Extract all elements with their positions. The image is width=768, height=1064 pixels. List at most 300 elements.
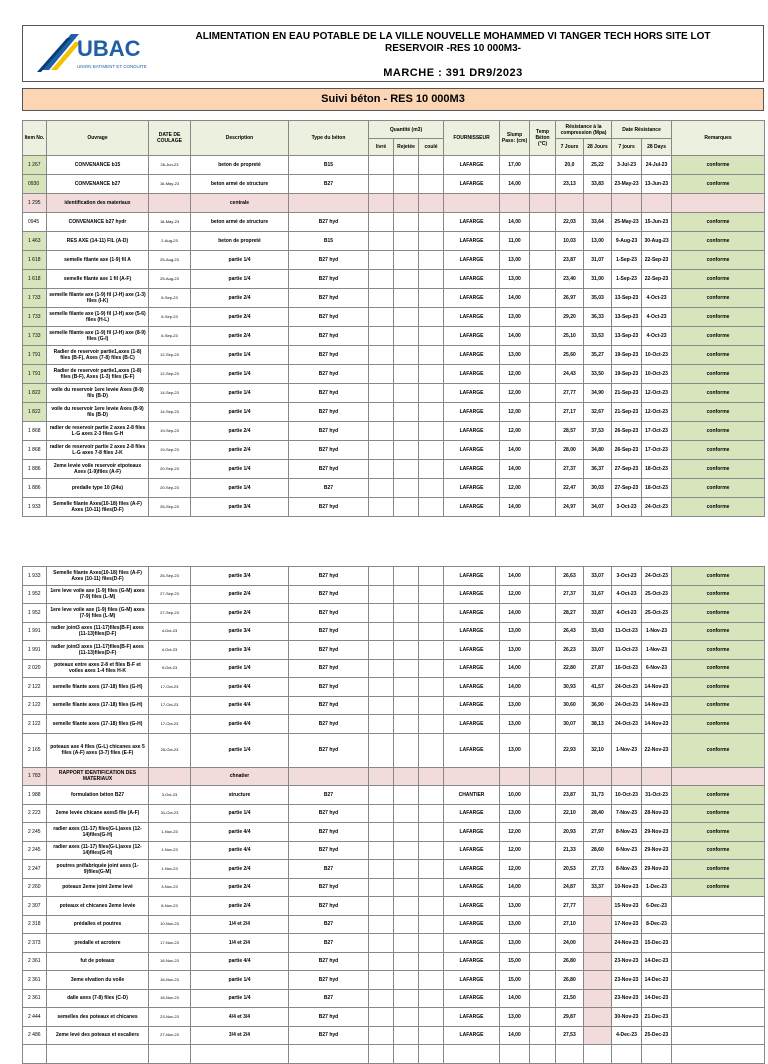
table-row	[23, 251, 765, 270]
d7-cell: 13-Sep-23	[612, 308, 642, 327]
item-cell: 1 267	[23, 156, 47, 175]
col-temp: Temp Béton (°C)	[530, 121, 556, 156]
date-cell: 16-Nov-23	[149, 971, 191, 990]
livre-cell	[369, 384, 394, 403]
table-row	[23, 641, 765, 660]
slump-cell: 14,00	[500, 678, 530, 697]
item-cell: 2 307	[23, 897, 47, 916]
item-cell: 1 933	[23, 498, 47, 517]
coule-cell	[419, 934, 444, 953]
ouvrage-cell: semelle filante axe 1 fil (A-F)	[47, 270, 149, 289]
d28-cell: 31-Oct-23	[642, 786, 672, 805]
d7-cell: 27-Sep-23	[612, 460, 642, 479]
date-cell: 4-Oct-23	[149, 622, 191, 641]
item-cell: 1 991	[23, 641, 47, 660]
d7-cell: 13-Sep-23	[612, 327, 642, 346]
r7-cell: 23,87	[556, 251, 584, 270]
table-row	[23, 308, 765, 327]
r7-cell: 24,97	[556, 498, 584, 517]
remarques-cell: conforme	[672, 346, 765, 365]
r7-cell: 30,93	[556, 678, 584, 697]
slump-cell: 13,00	[500, 308, 530, 327]
livre-cell	[369, 346, 394, 365]
remarques-cell: conforme	[672, 498, 765, 517]
item-cell: 2 318	[23, 915, 47, 934]
fournisseur-cell: LAFARGE	[444, 213, 500, 232]
date-cell: 20-Sep-23	[149, 479, 191, 498]
r28-cell: 27,73	[584, 860, 612, 879]
temp-cell	[530, 232, 556, 251]
fournisseur-cell	[444, 767, 500, 786]
d7-cell: 1-Sep-23	[612, 251, 642, 270]
r28-cell: 28,60	[584, 841, 612, 860]
date-cell: 25-Aug-23	[149, 270, 191, 289]
d28-cell: 14-Nov-23	[642, 715, 672, 734]
slump-cell: 14,00	[500, 498, 530, 517]
table-row	[23, 1026, 765, 1045]
ouvrage-cell: Semelle filante Axes(10-18) files (A-F) Axes (10-11) files(D-F)	[47, 567, 149, 586]
temp-cell	[530, 622, 556, 641]
d28-cell	[642, 767, 672, 786]
fournisseur-cell: LAFARGE	[444, 232, 500, 251]
d7-cell: 8-Nov-23	[612, 860, 642, 879]
d7-cell: 15-Nov-23	[612, 897, 642, 916]
date-cell: 8-Nov-23	[149, 897, 191, 916]
livre-cell	[369, 251, 394, 270]
r28-cell: 28,40	[584, 804, 612, 823]
d28-cell: 1-Nov-23	[642, 641, 672, 660]
remarques-cell: conforme	[672, 878, 765, 897]
date-cell: 17-Nov-23	[149, 934, 191, 953]
livre-cell	[369, 1026, 394, 1045]
remarques-cell: conforme	[672, 604, 765, 623]
description-cell: beton armé de structure	[191, 175, 289, 194]
type-cell	[289, 1045, 369, 1064]
ouvrage-cell: 1ere leve voile axe (1-9) files (G-M) axes (7-9) files (L-M)	[47, 585, 149, 604]
temp-cell	[530, 767, 556, 786]
slump-cell: 14,00	[500, 1026, 530, 1045]
d7-cell: 4-Oct-23	[612, 585, 642, 604]
remarques-cell: conforme	[672, 270, 765, 289]
r28-cell: 35,03	[584, 289, 612, 308]
table-row	[23, 952, 765, 971]
type-cell: B27	[289, 860, 369, 879]
d7-cell: 10-Nov-23	[612, 878, 642, 897]
d28-cell: 17-Oct-23	[642, 441, 672, 460]
coule-cell	[419, 327, 444, 346]
r7-cell: 20,93	[556, 823, 584, 842]
type-cell: B27 hyd	[289, 213, 369, 232]
fournisseur-cell: LAFARGE	[444, 823, 500, 842]
col-resistance: Résistance à la compression (Mpa)	[556, 121, 612, 139]
livre-cell	[369, 194, 394, 213]
fournisseur-cell: LAFARGE	[444, 498, 500, 517]
date-cell: 9-Oct-23	[149, 659, 191, 678]
item-cell: 1 791	[23, 346, 47, 365]
date-cell: 14-Sep-23	[149, 384, 191, 403]
d28-cell: 15-Dec-23	[642, 934, 672, 953]
type-cell: B27 hyd	[289, 422, 369, 441]
slump-cell: 13,00	[500, 696, 530, 715]
rejetee-cell	[394, 308, 419, 327]
fournisseur-cell: LAFARGE	[444, 696, 500, 715]
d7-cell: 10-Oct-23	[612, 786, 642, 805]
d7-cell: 1-Nov-23	[612, 733, 642, 767]
slump-cell: 13,00	[500, 251, 530, 270]
fournisseur-cell: LAFARGE	[444, 251, 500, 270]
item-cell: 1 868	[23, 441, 47, 460]
suivi-title: Suivi béton - RES 10 000M3	[22, 88, 764, 111]
r7-cell: 23,40	[556, 270, 584, 289]
livre-cell	[369, 641, 394, 660]
r7-cell: 22,93	[556, 733, 584, 767]
item-cell: 1 933	[23, 567, 47, 586]
remarques-cell: conforme	[672, 308, 765, 327]
table-row	[23, 715, 765, 734]
d28-cell: 22-Nov-23	[642, 733, 672, 767]
date-cell: 16-Nov-23	[149, 989, 191, 1008]
project-title	[153, 31, 753, 55]
temp-cell	[530, 841, 556, 860]
temp-cell	[530, 327, 556, 346]
fournisseur-cell: LAFARGE	[444, 175, 500, 194]
remarques-cell: conforme	[672, 696, 765, 715]
r28-cell: 27,87	[584, 659, 612, 678]
table-row	[23, 327, 765, 346]
rejetee-cell	[394, 971, 419, 990]
r28-cell: 33,37	[584, 878, 612, 897]
d28-cell: 25-Oct-23	[642, 585, 672, 604]
ouvrage-cell: poteaux et chicanes 2eme levée	[47, 897, 149, 916]
col-r28: 28 Jours	[584, 139, 612, 156]
coule-cell	[419, 175, 444, 194]
col-d28: 28 Days	[642, 139, 672, 156]
r28-cell: 36,33	[584, 308, 612, 327]
r7-cell: 27,10	[556, 915, 584, 934]
r28-cell: 33,07	[584, 567, 612, 586]
ouvrage-cell: semelle filante axe (1-9) fil (J-H) axe (5-6) files (H-L)	[47, 308, 149, 327]
ouvrage-cell: semelle filante axe (1-9) fil A	[47, 251, 149, 270]
description-cell: 1/4 et 2/4	[191, 915, 289, 934]
d28-cell: 10-Oct-23	[642, 346, 672, 365]
type-cell	[289, 194, 369, 213]
ouvrage-cell: CONVENANCE b27 hydr	[47, 213, 149, 232]
description-cell: partie 1/4	[191, 733, 289, 767]
d7-cell: 26-Sep-23	[612, 441, 642, 460]
r7-cell: 25,10	[556, 327, 584, 346]
ouvrage-cell: radier joint3 axes (11-17)files(B-F) axes (11-13)files(D-F)	[47, 622, 149, 641]
item-cell: 1 822	[23, 384, 47, 403]
rejetee-cell	[394, 1026, 419, 1045]
livre-cell	[369, 823, 394, 842]
description-cell: partie 4/4	[191, 678, 289, 697]
item-cell: 2 165	[23, 733, 47, 767]
ouvrage-cell: 2eme levée voile reservoir etpoteaux Axes (1-9)files (A-F)	[47, 460, 149, 479]
r7-cell: 22,03	[556, 213, 584, 232]
ouvrage-cell: formulation béton B27	[47, 786, 149, 805]
ouvrage-cell: prédalles et poutres	[47, 915, 149, 934]
d7-cell: 4-Dec-23	[612, 1026, 642, 1045]
d7-cell: 16-Oct-23	[612, 659, 642, 678]
coule-cell	[419, 767, 444, 786]
rejetee-cell	[394, 585, 419, 604]
date-cell: 19-Sep-23	[149, 422, 191, 441]
remarques-cell: conforme	[672, 567, 765, 586]
livre-cell	[369, 213, 394, 232]
col-rejetee: Rejetée	[394, 139, 419, 156]
rejetee-cell	[394, 479, 419, 498]
r7-cell: 20,53	[556, 860, 584, 879]
item-cell: 1 952	[23, 585, 47, 604]
date-cell	[149, 1045, 191, 1064]
date-cell: 1-Nov-23	[149, 841, 191, 860]
coule-cell	[419, 479, 444, 498]
fournisseur-cell: LAFARGE	[444, 659, 500, 678]
d7-cell: 17-Nov-23	[612, 915, 642, 934]
date-cell: 25-Oct-23	[149, 733, 191, 767]
description-cell: partie 1/4	[191, 251, 289, 270]
d7-cell: 24-Oct-23	[612, 696, 642, 715]
livre-cell	[369, 952, 394, 971]
d7-cell: 21-Sep-23	[612, 403, 642, 422]
table-row	[23, 696, 765, 715]
ouvrage-cell: 3eme elvation du voile	[47, 971, 149, 990]
description-cell: partie 1/4	[191, 659, 289, 678]
r7-cell: 20,0	[556, 156, 584, 175]
type-cell: B27 hyd	[289, 878, 369, 897]
remarques-cell	[672, 989, 765, 1008]
coule-cell	[419, 641, 444, 660]
temp-cell	[530, 422, 556, 441]
ouvrage-cell: 1ere leve voile axe (1-9) files (G-M) axes (7-9) files (L-M)	[47, 604, 149, 623]
fournisseur-cell: LAFARGE	[444, 403, 500, 422]
fournisseur-cell: LAFARGE	[444, 733, 500, 767]
r28-cell: 32,10	[584, 733, 612, 767]
r28-cell: 13,00	[584, 232, 612, 251]
coule-cell	[419, 194, 444, 213]
type-cell: B27 hyd	[289, 952, 369, 971]
date-cell: 23-Nov-23	[149, 1008, 191, 1027]
livre-cell	[369, 232, 394, 251]
coule-cell	[419, 1008, 444, 1027]
rejetee-cell	[394, 659, 419, 678]
item-cell: 1 886	[23, 460, 47, 479]
item-cell: 2 122	[23, 696, 47, 715]
r28-cell: 34,80	[584, 441, 612, 460]
type-cell: B27	[289, 175, 369, 194]
type-cell: B27 hyd	[289, 1026, 369, 1045]
livre-cell	[369, 786, 394, 805]
description-cell: partie 3/4	[191, 567, 289, 586]
d7-cell: 11-Oct-23	[612, 641, 642, 660]
livre-cell	[369, 971, 394, 990]
r7-cell: 27,77	[556, 384, 584, 403]
temp-cell	[530, 156, 556, 175]
d28-cell: 24-Oct-23	[642, 567, 672, 586]
fournisseur-cell: LAFARGE	[444, 308, 500, 327]
ouvrage-cell: identification des materiaux	[47, 194, 149, 213]
remarques-cell: conforme	[672, 841, 765, 860]
d28-cell: 24-Jul-23	[642, 156, 672, 175]
d7-cell: 3-Oct-23	[612, 567, 642, 586]
ouvrage-cell: CONVENANCE b27	[47, 175, 149, 194]
coule-cell	[419, 232, 444, 251]
r7-cell: 24,87	[556, 878, 584, 897]
type-cell: B27 hyd	[289, 971, 369, 990]
r28-cell	[584, 1045, 612, 1064]
slump-cell: 12,00	[500, 479, 530, 498]
temp-cell	[530, 934, 556, 953]
fournisseur-cell: LAFARGE	[444, 156, 500, 175]
fournisseur-cell: LAFARGE	[444, 422, 500, 441]
description-cell: partie 2/4	[191, 897, 289, 916]
table-row	[23, 567, 765, 586]
coule-cell	[419, 989, 444, 1008]
project-title-line2: RESERVOIR -RES 10 000M3-	[385, 43, 521, 54]
ouvrage-cell: RAPPORT IDENTIFICATION DES MATERIAUX	[47, 767, 149, 786]
table-row	[23, 841, 765, 860]
d28-cell: 10-Oct-23	[642, 365, 672, 384]
d28-cell: 4-Oct-23	[642, 327, 672, 346]
temp-cell	[530, 194, 556, 213]
rejetee-cell	[394, 460, 419, 479]
fournisseur-cell: LAFARGE	[444, 878, 500, 897]
table-row	[23, 659, 765, 678]
d28-cell: 14-Dec-23	[642, 989, 672, 1008]
d7-cell: 25-May-23	[612, 213, 642, 232]
d7-cell: 26-Sep-23	[612, 422, 642, 441]
r7-cell: 26,97	[556, 289, 584, 308]
temp-cell	[530, 915, 556, 934]
item-cell: 2 373	[23, 934, 47, 953]
coule-cell	[419, 804, 444, 823]
temp-cell	[530, 604, 556, 623]
slump-cell: 14,00	[500, 460, 530, 479]
col-description: Description	[191, 121, 289, 156]
r28-cell: 33,83	[584, 175, 612, 194]
date-cell: 6-Sep-23	[149, 327, 191, 346]
r7-cell	[556, 194, 584, 213]
description-cell: partie 1/4	[191, 460, 289, 479]
d28-cell: 14-Nov-23	[642, 678, 672, 697]
table-row	[23, 270, 765, 289]
remarques-cell: conforme	[672, 786, 765, 805]
d28-cell: 18-Oct-23	[642, 460, 672, 479]
coule-cell	[419, 585, 444, 604]
r7-cell: 26,23	[556, 641, 584, 660]
fournisseur-cell: LAFARGE	[444, 989, 500, 1008]
slump-cell: 13,00	[500, 270, 530, 289]
r7-cell: 27,17	[556, 403, 584, 422]
type-cell: B27 hyd	[289, 567, 369, 586]
date-cell: 16-May-23	[149, 175, 191, 194]
slump-cell: 12,00	[500, 823, 530, 842]
type-cell: B27 hyd	[289, 251, 369, 270]
table-row	[23, 786, 765, 805]
d7-cell: 23-Nov-23	[612, 989, 642, 1008]
description-cell: partie 2/4	[191, 585, 289, 604]
d28-cell: 18-Oct-23	[642, 479, 672, 498]
type-cell: B27 hyd	[289, 841, 369, 860]
d7-cell: 3-Oct-23	[612, 498, 642, 517]
slump-cell: 14,00	[500, 213, 530, 232]
fournisseur-cell: LAFARGE	[444, 567, 500, 586]
ouvrage-cell: voile du reservoir 1ere levée Axes (8-9) fils (B-D)	[47, 384, 149, 403]
d7-cell: 21-Sep-23	[612, 384, 642, 403]
d7-cell: 11-Oct-23	[612, 622, 642, 641]
r7-cell	[556, 1045, 584, 1064]
temp-cell	[530, 641, 556, 660]
rejetee-cell	[394, 232, 419, 251]
fournisseur-cell: LAFARGE	[444, 604, 500, 623]
slump-cell: 15,00	[500, 952, 530, 971]
remarques-cell: conforme	[672, 384, 765, 403]
r28-cell: 35,27	[584, 346, 612, 365]
coule-cell	[419, 289, 444, 308]
date-cell: 6-Sep-23	[149, 308, 191, 327]
livre-cell	[369, 441, 394, 460]
fournisseur-cell: LAFARGE	[444, 346, 500, 365]
coule-cell	[419, 952, 444, 971]
description-cell: partie 2/4	[191, 441, 289, 460]
item-cell: 1 791	[23, 365, 47, 384]
slump-cell: 13,00	[500, 915, 530, 934]
document-header	[22, 25, 764, 82]
description-cell: partie 4/4	[191, 841, 289, 860]
remarques-cell: conforme	[672, 823, 765, 842]
remarques-cell: conforme	[672, 251, 765, 270]
description-cell: partie 1/4	[191, 346, 289, 365]
d7-cell: 27-Sep-23	[612, 479, 642, 498]
remarques-cell	[672, 971, 765, 990]
type-cell: B27 hyd	[289, 659, 369, 678]
livre-cell	[369, 1008, 394, 1027]
ouvrage-cell: predalle type 10 (24u)	[47, 479, 149, 498]
slump-cell: 12,00	[500, 860, 530, 879]
ubac-logo	[33, 28, 147, 78]
d28-cell: 1-Dec-23	[642, 878, 672, 897]
d28-cell: 8-Dec-23	[642, 915, 672, 934]
ouvrage-cell: semelle filante axes (17-18) files (G-H)	[47, 715, 149, 734]
temp-cell	[530, 289, 556, 308]
temp-cell	[530, 213, 556, 232]
r7-cell: 29,87	[556, 1008, 584, 1027]
fournisseur-cell: LAFARGE	[444, 641, 500, 660]
rejetee-cell	[394, 422, 419, 441]
d7-cell: 19-Sep-23	[612, 365, 642, 384]
table-row	[23, 175, 765, 194]
r7-cell: 26,80	[556, 952, 584, 971]
ouvrage-cell	[47, 1045, 149, 1064]
coule-cell	[419, 915, 444, 934]
rejetee-cell	[394, 989, 419, 1008]
date-cell: 1-Nov-23	[149, 823, 191, 842]
date-cell: 27-Nov-23	[149, 1026, 191, 1045]
table-row	[23, 915, 765, 934]
d28-cell: 24-Oct-23	[642, 498, 672, 517]
rejetee-cell	[394, 251, 419, 270]
livre-cell	[369, 934, 394, 953]
table-row	[23, 441, 765, 460]
d28-cell: 17-Oct-23	[642, 422, 672, 441]
coule-cell	[419, 156, 444, 175]
concrete-tracking-table-page2	[22, 566, 765, 1064]
coule-cell	[419, 878, 444, 897]
date-cell: 26-Jun-23	[149, 156, 191, 175]
ouvrage-cell: radier axes (11-17) files(G-L)axes (12-14)files(G-H)	[47, 841, 149, 860]
type-cell: B27 hyd	[289, 327, 369, 346]
remarques-cell: conforme	[672, 715, 765, 734]
